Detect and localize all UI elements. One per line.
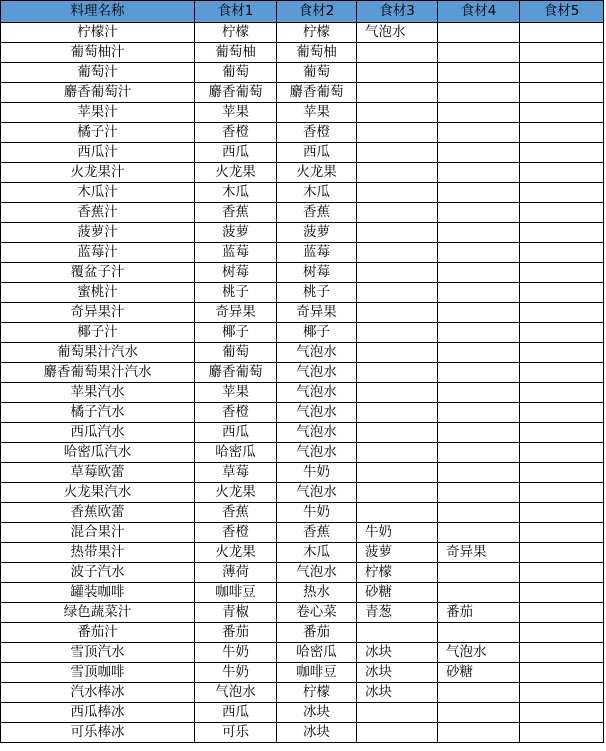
ingredient-5-cell xyxy=(520,463,604,483)
table-row xyxy=(1,563,604,583)
ingredient-2-cell: 气泡水 xyxy=(277,483,357,503)
ingredient-4-cell xyxy=(438,103,520,123)
dish-name-cell: 葡萄果汁汽水 xyxy=(1,343,195,363)
ingredient-5-cell xyxy=(520,163,604,183)
table-row xyxy=(1,343,604,363)
dish-name-cell: 椰子汁 xyxy=(1,323,195,343)
ingredient-4-cell xyxy=(438,83,520,103)
ingredient-4-cell xyxy=(438,63,520,83)
ingredient-2-cell: 热水 xyxy=(277,583,357,603)
ingredient-1-cell: 苹果 xyxy=(195,103,277,123)
dish-name-cell: 罐装咖啡 xyxy=(1,583,195,603)
ingredient-3-cell xyxy=(357,503,438,523)
ingredient-1-cell: 蓝莓 xyxy=(195,243,277,263)
ingredient-2-cell: 奇异果 xyxy=(277,303,357,323)
ingredient-4-cell xyxy=(438,263,520,283)
dish-name-cell: 蜜桃汁 xyxy=(1,283,195,303)
ingredient-2-cell: 气泡水 xyxy=(277,343,357,363)
ingredient-5-cell xyxy=(520,43,604,63)
ingredient-2-cell: 气泡水 xyxy=(277,443,357,463)
table-row xyxy=(1,523,604,543)
table-row xyxy=(1,43,604,63)
ingredient-2-cell: 柠檬 xyxy=(277,683,357,703)
header-dish-name: 料理名称 xyxy=(1,1,195,23)
table-row xyxy=(1,603,604,623)
ingredient-5-cell xyxy=(520,723,604,743)
dish-name-cell: 混合果汁 xyxy=(1,523,195,543)
ingredient-3-cell xyxy=(357,263,438,283)
ingredient-1-cell: 香橙 xyxy=(195,523,277,543)
ingredient-4-cell xyxy=(438,723,520,743)
dish-name-cell: 香蕉汁 xyxy=(1,203,195,223)
table-row xyxy=(1,163,604,183)
ingredient-4-cell xyxy=(438,163,520,183)
ingredient-5-cell xyxy=(520,23,604,43)
ingredient-1-cell: 奇异果 xyxy=(195,303,277,323)
ingredient-3-cell xyxy=(357,723,438,743)
ingredient-1-cell: 椰子 xyxy=(195,323,277,343)
dish-name-cell: 番茄汁 xyxy=(1,623,195,643)
ingredient-3-cell xyxy=(357,403,438,423)
ingredient-5-cell xyxy=(520,383,604,403)
ingredient-3-cell xyxy=(357,103,438,123)
table-row xyxy=(1,283,604,303)
dish-name-cell: 雪顶汽水 xyxy=(1,643,195,663)
ingredient-2-cell: 牛奶 xyxy=(277,463,357,483)
dish-name-cell: 麝香葡萄果汁汽水 xyxy=(1,363,195,383)
ingredient-2-cell: 菠萝 xyxy=(277,223,357,243)
ingredient-5-cell xyxy=(520,303,604,323)
ingredient-2-cell: 香橙 xyxy=(277,123,357,143)
ingredient-1-cell: 桃子 xyxy=(195,283,277,303)
ingredient-4-cell xyxy=(438,223,520,243)
ingredient-4-cell xyxy=(438,203,520,223)
dish-name-cell: 草莓欧蕾 xyxy=(1,463,195,483)
ingredient-1-cell: 香橙 xyxy=(195,123,277,143)
dish-name-cell: 可乐棒冰 xyxy=(1,723,195,743)
ingredient-5-cell xyxy=(520,483,604,503)
ingredient-1-cell: 麝香葡萄 xyxy=(195,83,277,103)
ingredient-1-cell: 木瓜 xyxy=(195,183,277,203)
ingredient-3-cell xyxy=(357,63,438,83)
ingredient-1-cell: 牛奶 xyxy=(195,643,277,663)
ingredient-1-cell: 火龙果 xyxy=(195,163,277,183)
ingredient-4-cell xyxy=(438,123,520,143)
dish-name-cell: 麝香葡萄汁 xyxy=(1,83,195,103)
ingredient-1-cell: 菠萝 xyxy=(195,223,277,243)
dish-name-cell: 蓝莓汁 xyxy=(1,243,195,263)
ingredient-3-cell xyxy=(357,423,438,443)
ingredient-3-cell xyxy=(357,363,438,383)
dish-name-cell: 火龙果汽水 xyxy=(1,483,195,503)
ingredient-1-cell: 草莓 xyxy=(195,463,277,483)
ingredient-3-cell: 冰块 xyxy=(357,683,438,703)
ingredient-1-cell: 可乐 xyxy=(195,723,277,743)
ingredient-4-cell xyxy=(438,383,520,403)
ingredient-5-cell xyxy=(520,83,604,103)
ingredient-4-cell xyxy=(438,463,520,483)
ingredient-1-cell: 番茄 xyxy=(195,623,277,643)
header-row xyxy=(1,1,604,23)
dish-name-cell: 柠檬汁 xyxy=(1,23,195,43)
header-ingredient-5: 食材5 xyxy=(520,1,604,23)
ingredient-2-cell: 气泡水 xyxy=(277,423,357,443)
ingredient-5-cell xyxy=(520,643,604,663)
header-ingredient-2: 食材2 xyxy=(277,1,357,23)
ingredient-4-cell xyxy=(438,343,520,363)
ingredient-4-cell xyxy=(438,523,520,543)
ingredient-1-cell: 葡萄 xyxy=(195,63,277,83)
ingredient-3-cell xyxy=(357,183,438,203)
ingredient-3-cell xyxy=(357,343,438,363)
table-row xyxy=(1,443,604,463)
ingredient-3-cell: 青葱 xyxy=(357,603,438,623)
ingredient-1-cell: 火龙果 xyxy=(195,543,277,563)
header-ingredient-3: 食材3 xyxy=(357,1,438,23)
ingredient-1-cell: 西瓜 xyxy=(195,423,277,443)
ingredient-5-cell xyxy=(520,243,604,263)
ingredient-2-cell: 牛奶 xyxy=(277,503,357,523)
table-row xyxy=(1,243,604,263)
ingredient-5-cell xyxy=(520,363,604,383)
ingredient-3-cell: 砂糖 xyxy=(357,583,438,603)
ingredient-2-cell: 香蕉 xyxy=(277,203,357,223)
ingredient-2-cell: 葡萄 xyxy=(277,63,357,83)
dish-name-cell: 西瓜汁 xyxy=(1,143,195,163)
dish-name-cell: 汽水棒冰 xyxy=(1,683,195,703)
ingredient-4-cell xyxy=(438,283,520,303)
table-row xyxy=(1,103,604,123)
table-row xyxy=(1,123,604,143)
dish-name-cell: 苹果汽水 xyxy=(1,383,195,403)
dish-name-cell: 西瓜汽水 xyxy=(1,423,195,443)
table-row xyxy=(1,643,604,663)
ingredient-4-cell xyxy=(438,503,520,523)
dish-name-cell: 奇异果汁 xyxy=(1,303,195,323)
ingredient-1-cell: 牛奶 xyxy=(195,663,277,683)
ingredient-1-cell: 麝香葡萄 xyxy=(195,363,277,383)
ingredient-1-cell: 哈密瓜 xyxy=(195,443,277,463)
table-row xyxy=(1,463,604,483)
dish-name-cell: 热带果汁 xyxy=(1,543,195,563)
table-body xyxy=(1,23,604,743)
ingredient-5-cell xyxy=(520,663,604,683)
ingredient-2-cell: 冰块 xyxy=(277,723,357,743)
ingredient-3-cell xyxy=(357,83,438,103)
ingredient-5-cell xyxy=(520,103,604,123)
ingredient-3-cell: 柠檬 xyxy=(357,563,438,583)
ingredient-2-cell: 气泡水 xyxy=(277,403,357,423)
ingredient-5-cell xyxy=(520,703,604,723)
table-row xyxy=(1,263,604,283)
ingredient-2-cell: 哈密瓜 xyxy=(277,643,357,663)
table-row xyxy=(1,723,604,743)
ingredient-1-cell: 香蕉 xyxy=(195,203,277,223)
ingredient-4-cell xyxy=(438,143,520,163)
ingredient-5-cell xyxy=(520,63,604,83)
table-row xyxy=(1,183,604,203)
ingredient-2-cell: 木瓜 xyxy=(277,183,357,203)
dish-name-cell: 火龙果汁 xyxy=(1,163,195,183)
ingredient-2-cell: 番茄 xyxy=(277,623,357,643)
ingredient-4-cell xyxy=(438,483,520,503)
ingredient-5-cell xyxy=(520,523,604,543)
ingredient-2-cell: 气泡水 xyxy=(277,383,357,403)
ingredient-5-cell xyxy=(520,203,604,223)
ingredient-5-cell xyxy=(520,423,604,443)
ingredient-3-cell: 冰块 xyxy=(357,643,438,663)
ingredient-5-cell xyxy=(520,263,604,283)
dish-name-cell: 葡萄柚汁 xyxy=(1,43,195,63)
ingredient-4-cell xyxy=(438,323,520,343)
ingredient-2-cell: 西瓜 xyxy=(277,143,357,163)
table-row xyxy=(1,703,604,723)
table-row xyxy=(1,503,604,523)
ingredient-2-cell: 卷心菜 xyxy=(277,603,357,623)
dish-name-cell: 橘子汁 xyxy=(1,123,195,143)
table-row xyxy=(1,403,604,423)
ingredient-4-cell xyxy=(438,303,520,323)
ingredient-3-cell xyxy=(357,303,438,323)
ingredient-4-cell xyxy=(438,583,520,603)
ingredient-3-cell: 冰块 xyxy=(357,663,438,683)
ingredient-5-cell xyxy=(520,543,604,563)
dish-name-cell: 波子汽水 xyxy=(1,563,195,583)
dish-name-cell: 菠萝汁 xyxy=(1,223,195,243)
header-ingredient-1: 食材1 xyxy=(195,1,277,23)
ingredient-4-cell xyxy=(438,183,520,203)
ingredient-1-cell: 树莓 xyxy=(195,263,277,283)
dish-name-cell: 木瓜汁 xyxy=(1,183,195,203)
ingredient-5-cell xyxy=(520,443,604,463)
dish-name-cell: 雪顶咖啡 xyxy=(1,663,195,683)
ingredient-3-cell: 菠萝 xyxy=(357,543,438,563)
ingredient-3-cell xyxy=(357,443,438,463)
table-row xyxy=(1,303,604,323)
ingredient-1-cell: 气泡水 xyxy=(195,683,277,703)
dish-name-cell: 哈密瓜汽水 xyxy=(1,443,195,463)
ingredient-1-cell: 咖啡豆 xyxy=(195,583,277,603)
ingredient-2-cell: 火龙果 xyxy=(277,163,357,183)
ingredient-4-cell xyxy=(438,43,520,63)
ingredient-5-cell xyxy=(520,403,604,423)
ingredient-4-cell xyxy=(438,703,520,723)
ingredient-2-cell: 椰子 xyxy=(277,323,357,343)
ingredient-1-cell: 西瓜 xyxy=(195,143,277,163)
ingredient-3-cell xyxy=(357,223,438,243)
ingredient-3-cell xyxy=(357,163,438,183)
ingredient-4-cell xyxy=(438,423,520,443)
table-row xyxy=(1,623,604,643)
ingredient-2-cell: 咖啡豆 xyxy=(277,663,357,683)
ingredient-2-cell: 麝香葡萄 xyxy=(277,83,357,103)
dish-name-cell: 香蕉欧蕾 xyxy=(1,503,195,523)
ingredient-4-cell xyxy=(438,683,520,703)
ingredient-2-cell: 蓝莓 xyxy=(277,243,357,263)
header-ingredient-4: 食材4 xyxy=(438,1,520,23)
table-row xyxy=(1,423,604,443)
table-row xyxy=(1,23,604,43)
ingredient-1-cell: 葡萄 xyxy=(195,343,277,363)
ingredient-1-cell: 苹果 xyxy=(195,383,277,403)
ingredient-4-cell xyxy=(438,563,520,583)
ingredient-4-cell: 砂糖 xyxy=(438,663,520,683)
ingredient-5-cell xyxy=(520,623,604,643)
ingredient-4-cell: 气泡水 xyxy=(438,643,520,663)
ingredient-3-cell xyxy=(357,463,438,483)
ingredient-2-cell: 柠檬 xyxy=(277,23,357,43)
ingredient-4-cell: 奇异果 xyxy=(438,543,520,563)
ingredient-5-cell xyxy=(520,183,604,203)
ingredient-2-cell: 冰块 xyxy=(277,703,357,723)
ingredient-3-cell xyxy=(357,323,438,343)
dish-name-cell: 覆盆子汁 xyxy=(1,263,195,283)
ingredient-4-cell xyxy=(438,443,520,463)
ingredient-3-cell xyxy=(357,203,438,223)
ingredient-2-cell: 树莓 xyxy=(277,263,357,283)
ingredient-2-cell: 苹果 xyxy=(277,103,357,123)
ingredient-4-cell xyxy=(438,403,520,423)
table-row xyxy=(1,323,604,343)
ingredient-3-cell: 牛奶 xyxy=(357,523,438,543)
dish-name-cell: 橘子汽水 xyxy=(1,403,195,423)
table-row xyxy=(1,223,604,243)
ingredient-3-cell xyxy=(357,703,438,723)
ingredient-5-cell xyxy=(520,503,604,523)
ingredient-1-cell: 香蕉 xyxy=(195,503,277,523)
ingredient-5-cell xyxy=(520,323,604,343)
ingredient-3-cell xyxy=(357,623,438,643)
ingredient-5-cell xyxy=(520,283,604,303)
table-row xyxy=(1,583,604,603)
table-row xyxy=(1,663,604,683)
ingredient-5-cell xyxy=(520,123,604,143)
ingredient-2-cell: 气泡水 xyxy=(277,363,357,383)
ingredient-5-cell xyxy=(520,563,604,583)
table-row xyxy=(1,203,604,223)
table-row xyxy=(1,543,604,563)
table-row xyxy=(1,383,604,403)
ingredient-3-cell xyxy=(357,283,438,303)
ingredient-5-cell xyxy=(520,683,604,703)
dish-name-cell: 苹果汁 xyxy=(1,103,195,123)
ingredient-2-cell: 木瓜 xyxy=(277,543,357,563)
dish-name-cell: 西瓜棒冰 xyxy=(1,703,195,723)
ingredient-3-cell xyxy=(357,243,438,263)
ingredient-1-cell: 薄荷 xyxy=(195,563,277,583)
ingredient-3-cell xyxy=(357,143,438,163)
table-row xyxy=(1,63,604,83)
ingredient-5-cell xyxy=(520,343,604,363)
ingredient-3-cell xyxy=(357,123,438,143)
dish-name-cell: 绿色蔬菜汁 xyxy=(1,603,195,623)
ingredient-3-cell xyxy=(357,383,438,403)
ingredient-5-cell xyxy=(520,223,604,243)
table-row xyxy=(1,683,604,703)
ingredient-2-cell: 气泡水 xyxy=(277,563,357,583)
ingredient-3-cell xyxy=(357,483,438,503)
ingredient-1-cell: 葡萄柚 xyxy=(195,43,277,63)
dish-name-cell: 葡萄汁 xyxy=(1,63,195,83)
ingredient-1-cell: 柠檬 xyxy=(195,23,277,43)
ingredient-1-cell: 青椒 xyxy=(195,603,277,623)
ingredient-4-cell xyxy=(438,623,520,643)
table-row xyxy=(1,143,604,163)
ingredient-3-cell xyxy=(357,43,438,63)
table-row xyxy=(1,83,604,103)
ingredient-2-cell: 桃子 xyxy=(277,283,357,303)
ingredient-4-cell: 番茄 xyxy=(438,603,520,623)
ingredient-2-cell: 香蕉 xyxy=(277,523,357,543)
ingredient-4-cell xyxy=(438,363,520,383)
ingredient-4-cell xyxy=(438,243,520,263)
table-row xyxy=(1,363,604,383)
ingredient-2-cell: 葡萄柚 xyxy=(277,43,357,63)
ingredient-1-cell: 火龙果 xyxy=(195,483,277,503)
ingredient-5-cell xyxy=(520,143,604,163)
ingredient-4-cell xyxy=(438,23,520,43)
ingredient-3-cell: 气泡水 xyxy=(357,23,438,43)
ingredient-5-cell xyxy=(520,603,604,623)
ingredient-1-cell: 西瓜 xyxy=(195,703,277,723)
ingredient-5-cell xyxy=(520,583,604,603)
table-row xyxy=(1,483,604,503)
ingredient-1-cell: 香橙 xyxy=(195,403,277,423)
